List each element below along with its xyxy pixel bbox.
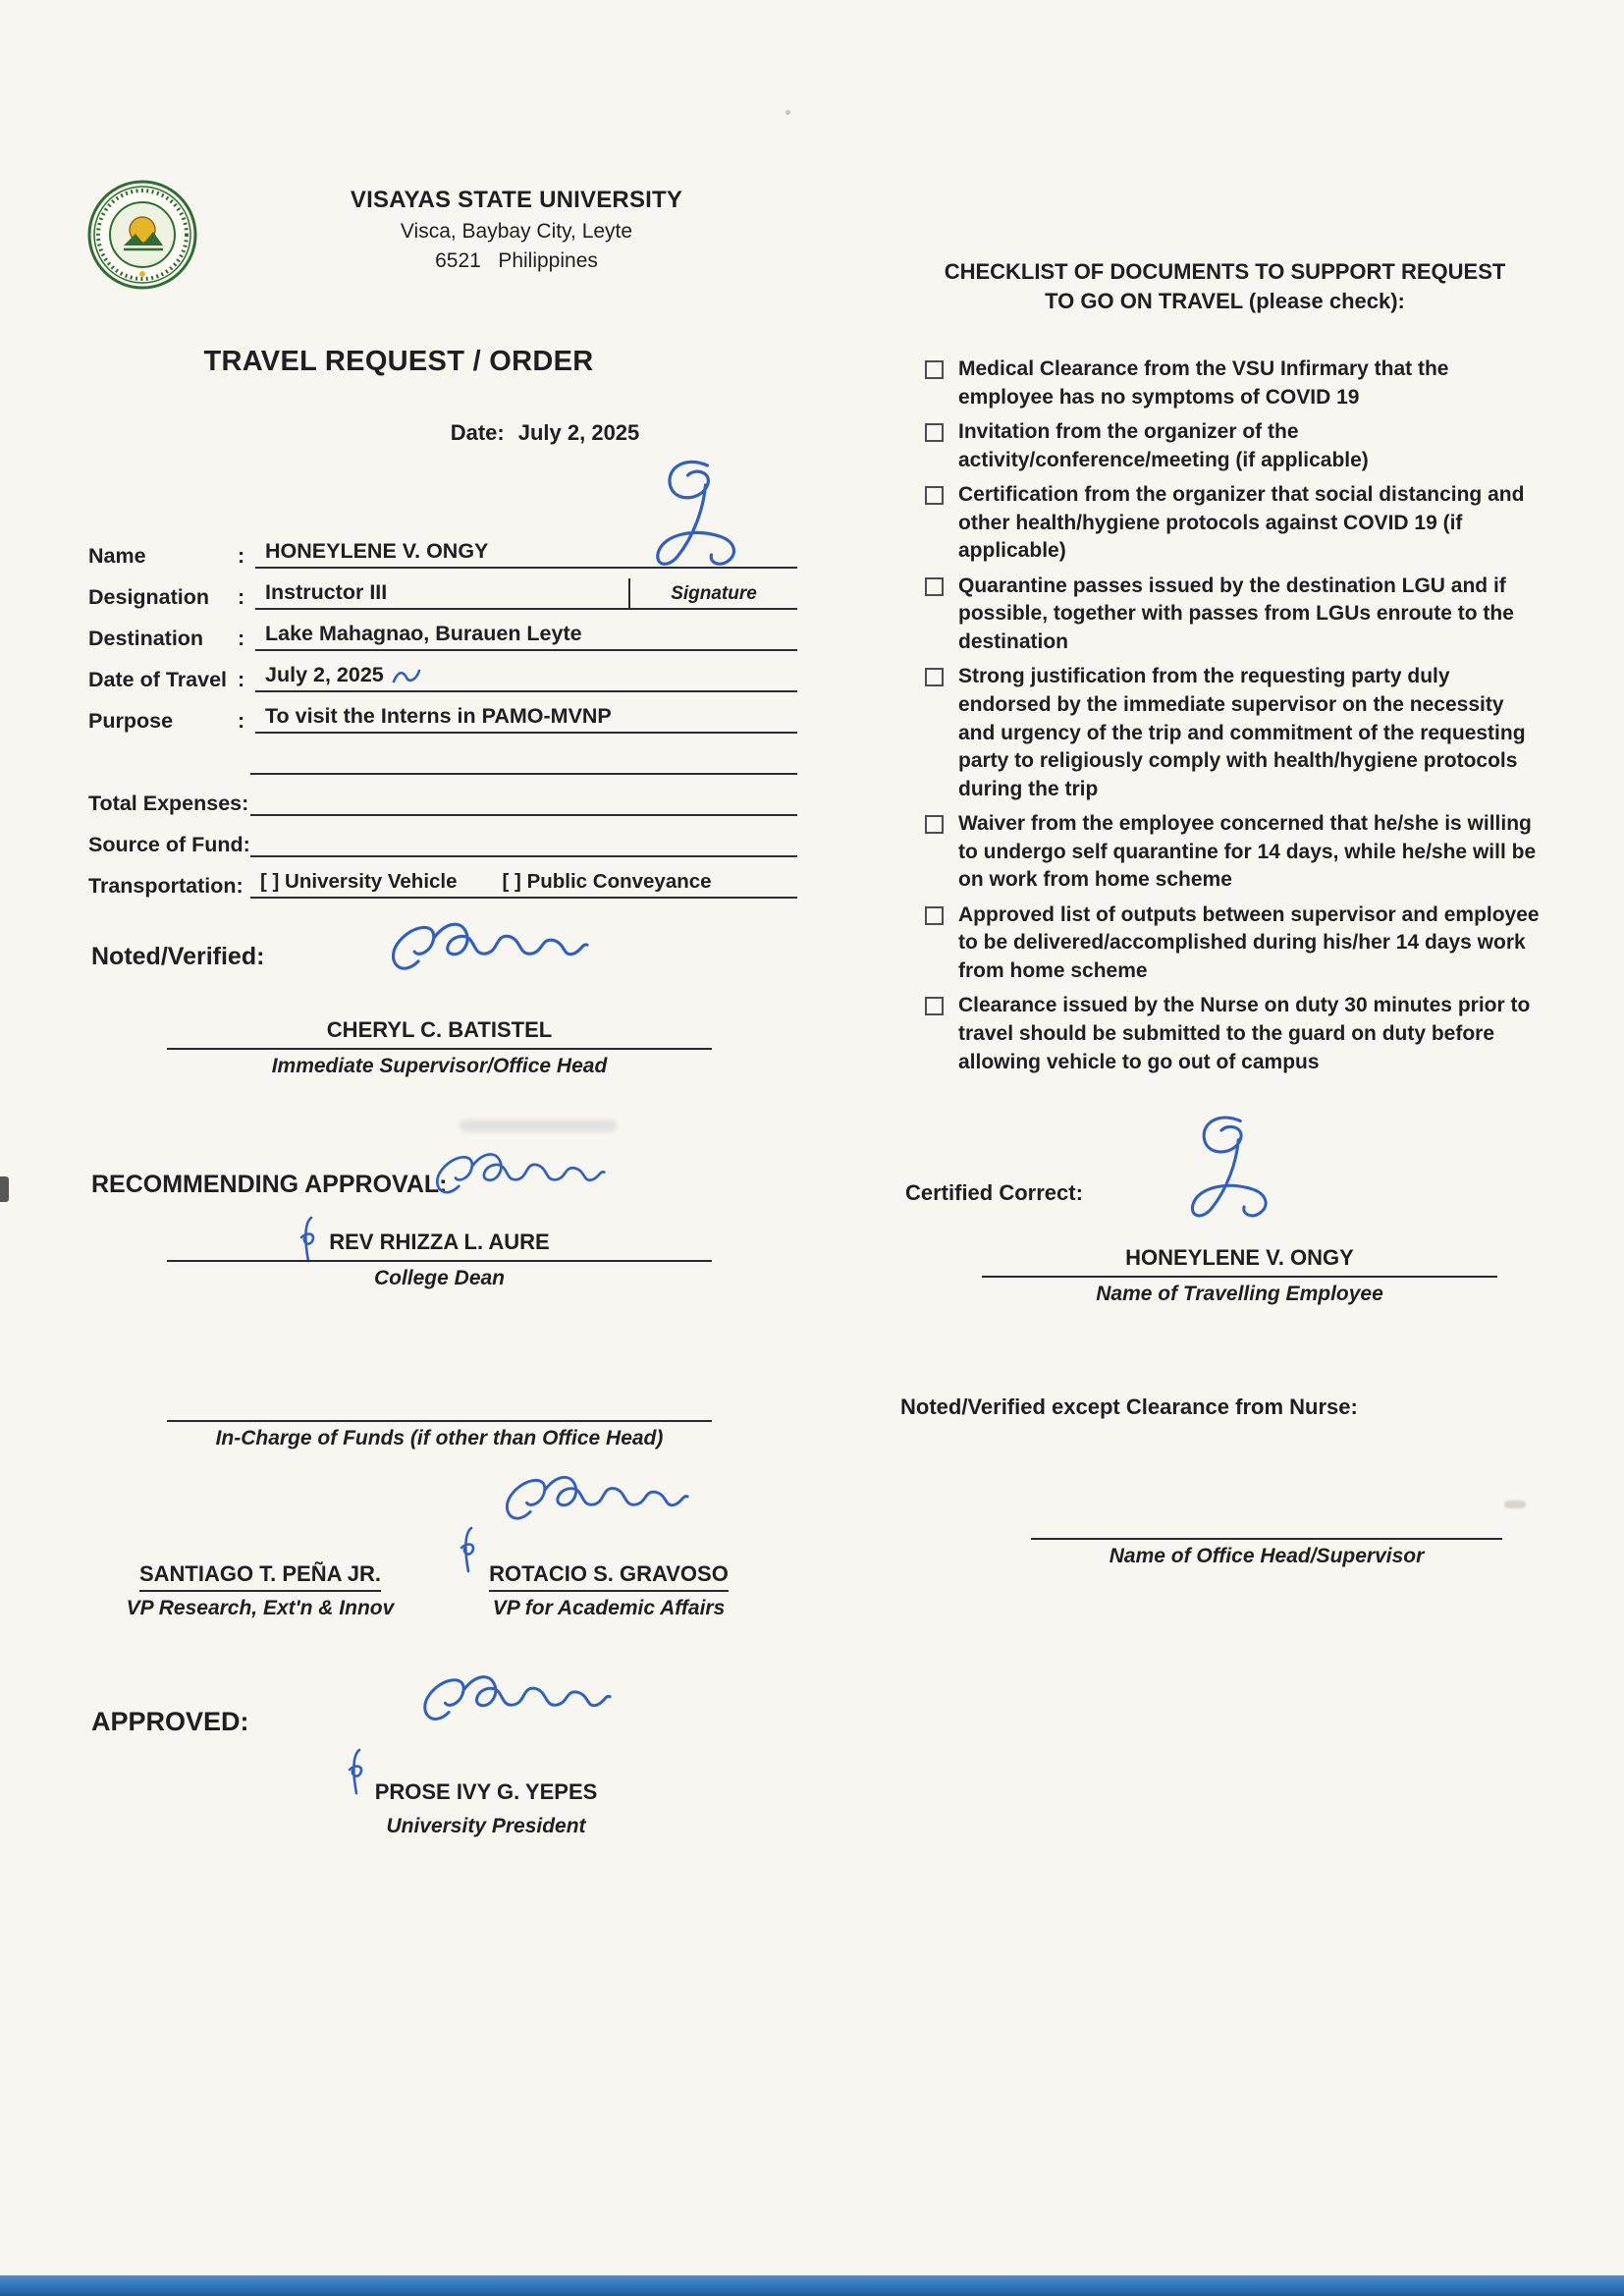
scan-edge-strip [0, 2275, 1624, 2296]
president-signature-ink [410, 1662, 612, 1755]
field-value: Lake Mahagnao, Burauen Leyte [265, 622, 582, 645]
field-label: Designation [88, 585, 210, 609]
checklist-item-text: Approved list of outputs between supervisor and employee to be delivered/accomplished during his/her 14 days work from home scheme [958, 902, 1540, 982]
field-value-line [255, 663, 797, 692]
checklist-item [925, 481, 1542, 566]
field-row-purpose [88, 692, 797, 734]
dean-signature-ink [424, 1142, 606, 1224]
field-row-transportation [88, 857, 797, 899]
transport-option-university-vehicle: [ ] University Vehicle [260, 870, 458, 893]
blank-line [250, 770, 797, 775]
checkbox-icon [925, 577, 944, 596]
vp-signature-ink [493, 1465, 689, 1551]
field-label: Name [88, 544, 146, 568]
certified-correct-label: Certified Correct: [905, 1180, 1083, 1205]
field-label: Source of Fund: [88, 833, 250, 856]
blank-field-row [88, 734, 797, 775]
checklist [925, 355, 1542, 1083]
president-title: University President [386, 1815, 586, 1837]
field-colon: : [238, 544, 245, 568]
blank-line [250, 811, 797, 816]
field-row-name [88, 527, 797, 569]
field-value: July 2, 2025 [265, 663, 384, 686]
checklist-item [925, 902, 1542, 986]
checklist-item [925, 573, 1542, 657]
noted-verified-label: Noted/Verified: [91, 943, 265, 970]
vp-research-name: SANTIAGO T. PEÑA JR. [139, 1561, 381, 1592]
address-line-2: 6521 Philippines [435, 249, 598, 272]
field-label: Destination [88, 627, 204, 650]
field-value: Instructor III [265, 580, 388, 604]
university-name: VISAYAS STATE UNIVERSITY [350, 187, 683, 213]
checkbox-icon [925, 997, 944, 1015]
field-value: To visit the Interns in PAMO-MVNP [265, 704, 612, 728]
noted-except-nurse-label: Noted/Verified except Clearance from Nurse: [900, 1394, 1358, 1419]
president-block [280, 1779, 692, 1838]
transport-option-public-conveyance: [ ] Public Conveyance [502, 870, 712, 893]
blank-signature-line [1031, 1512, 1502, 1540]
supervisor-signature-block [167, 1017, 712, 1078]
scan-artifact [0, 1176, 9, 1202]
vp-academic-name: ROTACIO S. GRAVOSO [489, 1561, 729, 1592]
supervisor-title: Immediate Supervisor/Office Head [271, 1055, 608, 1077]
form-title: TRAVEL REQUEST / ORDER [203, 346, 594, 377]
date-value: July 2, 2025 [517, 420, 640, 445]
field-value-line [255, 580, 628, 610]
vp-academic-title: VP for Academic Affairs [492, 1597, 726, 1619]
scan-artifact [460, 1120, 617, 1132]
field-value-line [255, 622, 797, 651]
funds-in-charge-title: In-Charge of Funds (if other than Office Head) [215, 1427, 664, 1449]
checklist-item-text: Strong justification from the requesting party duly endorsed by the immediate supervisor on the necessity and urgency of the trip and commitment of the requesting party to religiously comply with health/hygiene protocols during the trip [958, 665, 1526, 800]
scan-artifact [1504, 1501, 1526, 1508]
vp-academic-block [437, 1561, 781, 1620]
field-value-line [255, 704, 797, 734]
supervisor-signature-ink [378, 911, 589, 1003]
recommending-approval-label: RECOMMENDING APPROVAL: [91, 1171, 448, 1198]
ink-squiggle [390, 664, 423, 687]
signature-caption-cell [628, 578, 797, 610]
field-row-date-of-travel [88, 651, 797, 692]
vp-research-title: VP Research, Ext'n & Innov [126, 1597, 395, 1619]
transport-options-line [250, 870, 797, 899]
checklist-title-line2: TO GO ON TRAVEL (please check): [1045, 288, 1405, 313]
dean-signature-block [167, 1230, 712, 1290]
field-row-source-of-fund [88, 816, 797, 857]
field-row-designation [88, 569, 797, 610]
president-name: PROSE IVY G. YEPES [374, 1779, 598, 1804]
scan-artifact [785, 110, 790, 115]
document-header [263, 187, 770, 273]
checkbox-icon [925, 486, 944, 505]
field-colon: : [238, 627, 245, 650]
checklist-item [925, 355, 1542, 411]
field-colon: : [238, 709, 245, 733]
checklist-item-text: Waiver from the employee concerned that he/she is willing to undergo self quarantine for 14 days, while he/she will be on work from home scheme [958, 812, 1537, 892]
blank-line [250, 852, 797, 857]
checklist-item [925, 418, 1542, 474]
checklist-item-text: Quarantine passes issued by the destination LGU and if possible, together with passes from LGUs enroute to the destination [958, 574, 1514, 653]
field-colon: : [238, 585, 245, 609]
office-head-title: Name of Office Head/Supervisor [1109, 1545, 1425, 1567]
office-head-block [1031, 1512, 1502, 1568]
checklist-item [925, 663, 1542, 803]
checklist-item-text: Certification from the organizer that social distancing and other health/hygiene protocols against COVID 19 (if applicable) [958, 483, 1525, 563]
checklist-title [908, 257, 1542, 315]
checklist-item-text: Medical Clearance from the VSU Infirmary that the employee has no symptoms of COVID 19 [958, 357, 1449, 409]
field-colon: : [238, 668, 245, 691]
checklist-item [925, 992, 1542, 1076]
dean-name: REV RHIZZA L. AURE [167, 1230, 712, 1262]
field-label: Date of Travel [88, 668, 227, 691]
travelling-employee-name: HONEYLENE V. ONGY [982, 1245, 1497, 1278]
signature-caption: Signature [671, 583, 757, 604]
checklist-item [925, 810, 1542, 895]
approved-label: APPROVED: [91, 1707, 249, 1736]
checkbox-icon [925, 668, 944, 686]
field-row-total-expenses [88, 775, 797, 816]
checklist-title-line1: CHECKLIST OF DOCUMENTS TO SUPPORT REQUEST [944, 259, 1506, 284]
address-line-1: Visca, Baybay City, Leyte [400, 220, 633, 243]
certified-signature-ink [1147, 1108, 1319, 1235]
field-row-destination [88, 610, 797, 651]
field-label: Transportation: [88, 874, 244, 898]
supervisor-name: CHERYL C. BATISTEL [167, 1017, 712, 1050]
travelling-employee-title: Name of Travelling Employee [1096, 1283, 1383, 1305]
travelling-employee-block [982, 1245, 1497, 1306]
checklist-item-text: Clearance issued by the Nurse on duty 30 minutes prior to travel should be submitted to the guard on duty before allowing vehicle to go out of campus [958, 994, 1531, 1073]
checkbox-icon [925, 906, 944, 925]
checkbox-icon [925, 423, 944, 442]
date-label: Date: [450, 420, 505, 445]
checklist-item-text: Invitation from the organizer of the activity/conference/meeting (if applicable) [958, 420, 1369, 471]
field-label: Purpose [88, 709, 174, 733]
field-label: Total Expenses: [88, 792, 249, 815]
field-value: HONEYLENE V. ONGY [265, 539, 489, 563]
blank-signature-line [167, 1394, 712, 1422]
field-value-line [255, 539, 797, 569]
checkbox-icon [925, 360, 944, 379]
vsu-logo [86, 179, 198, 291]
travel-request-fields [88, 527, 797, 899]
checkbox-icon [925, 815, 944, 834]
dean-title: College Dean [373, 1267, 506, 1289]
funds-in-charge-block [167, 1394, 712, 1450]
date-line [383, 420, 707, 446]
vp-research-block [103, 1561, 417, 1620]
